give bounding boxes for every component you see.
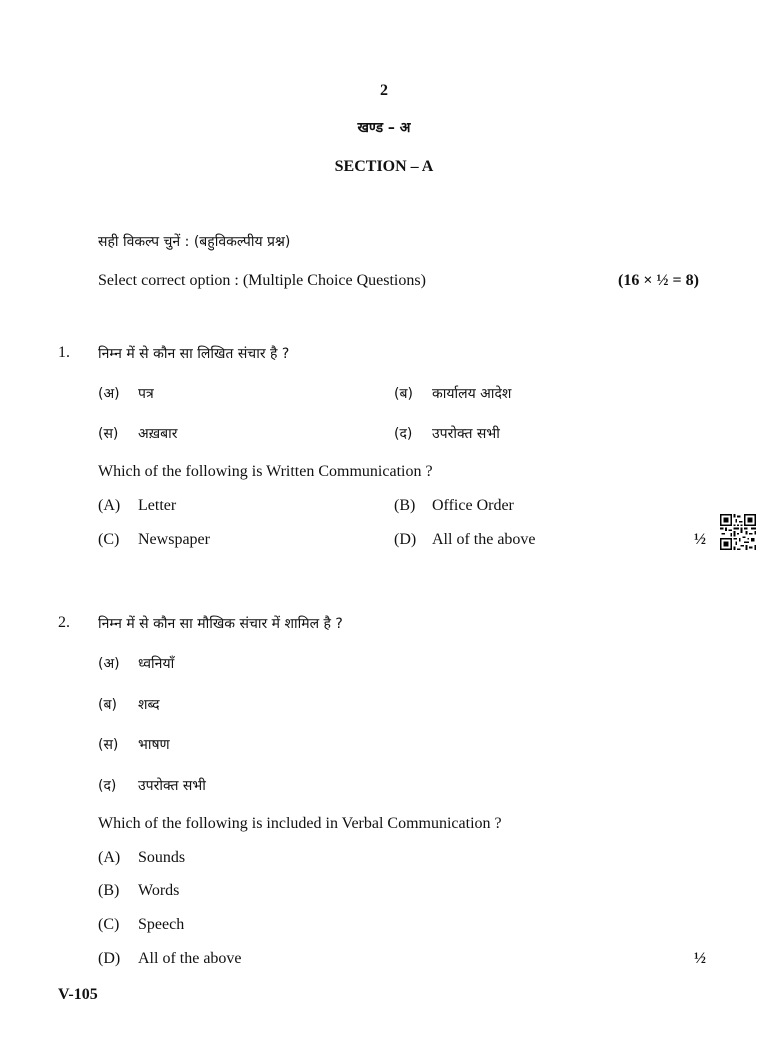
instruction-hindi: सही विकल्प चुनें : (बहुविकल्पीय प्रश्न): [98, 234, 291, 250]
option-label: (C): [98, 531, 120, 548]
option-label: (B): [394, 497, 416, 514]
option-text: All of the above: [138, 950, 242, 967]
option-label: (A): [98, 497, 121, 514]
option-text: उपरोक्त सभी: [138, 778, 206, 794]
option-text: उपरोक्त सभी: [432, 426, 500, 442]
option-text: पत्र: [138, 386, 154, 402]
option-label: (अ): [98, 386, 120, 402]
question-number: 2.: [58, 614, 70, 631]
paper-code: V-105: [58, 986, 98, 1003]
total-marks: (16 × ½ = 8): [618, 272, 699, 289]
option-text: All of the above: [432, 531, 536, 548]
option-text: Speech: [138, 916, 185, 933]
option-label: (स): [98, 737, 119, 753]
option-text: ध्वनियाँ: [138, 656, 175, 672]
option-label: (द): [394, 426, 413, 442]
question-text-english: Which of the following is Written Communication ?: [98, 463, 433, 480]
option-text: Office Order: [432, 497, 514, 514]
option-text: Newspaper: [138, 531, 210, 548]
option-label: (द): [98, 778, 117, 794]
option-text: Letter: [138, 497, 177, 514]
option-label: (स): [98, 426, 119, 442]
option-text: भाषण: [138, 737, 170, 753]
option-label: (A): [98, 849, 121, 866]
option-label: (D): [394, 531, 417, 548]
option-text: शब्द: [138, 697, 160, 713]
section-heading-hindi: खण्ड – अ: [357, 120, 411, 136]
question-number: 1.: [58, 344, 70, 361]
option-label: (ब): [394, 386, 413, 402]
option-label: (अ): [98, 656, 120, 672]
option-text: कार्यालय आदेश: [432, 386, 512, 402]
option-text: Sounds: [138, 849, 186, 866]
option-text: Words: [138, 882, 180, 899]
question-text-hindi: निम्न में से कौन सा मौखिक संचार में शामिल है ?: [98, 616, 343, 632]
section-heading-english: SECTION – A: [334, 158, 434, 175]
option-label: (ब): [98, 697, 117, 713]
question-marks: ½: [694, 531, 706, 548]
qr-code-icon[interactable]: [720, 514, 756, 550]
instruction-english: Select correct option : (Multiple Choice Questions): [98, 272, 426, 289]
question-marks: ½: [694, 950, 706, 967]
page-number: 2: [380, 82, 388, 99]
option-label: (D): [98, 950, 121, 967]
question-text-english: Which of the following is included in Verbal Communication ?: [98, 815, 502, 832]
option-label: (C): [98, 916, 120, 933]
option-text: अख़बार: [138, 426, 178, 442]
question-text-hindi: निम्न में से कौन सा लिखित संचार है ?: [98, 346, 290, 362]
option-label: (B): [98, 882, 120, 899]
